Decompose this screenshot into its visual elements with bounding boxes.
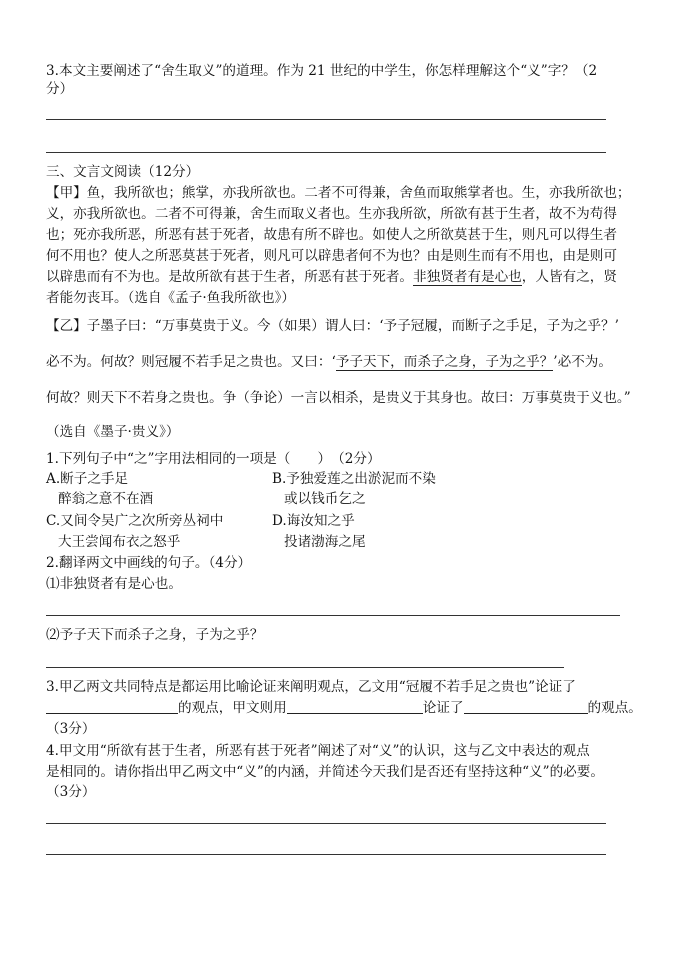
option-a-text: 醉翁之意不在酒 bbox=[58, 491, 154, 507]
passage-yi-line: 【乙】子墨子曰：“万事莫贵于义。今（如果）谓人曰：‘予子冠履，而断子之手足，子为之乎？’ bbox=[46, 318, 619, 334]
question-2-sub2: ⑵予子天下而杀子之身，子为之乎？ bbox=[46, 627, 264, 643]
passage-jia-line: 【甲】鱼，我所欲也；熊掌，亦我所欲也。二者不可得兼，舍鱼而取熊掌者也。生，亦我所欲也； bbox=[46, 185, 631, 201]
question-3-line1: 3.甲乙两文共同特点是都运用比喻论证来阐明观点，乙文用“冠履不若手足之贵也”论证了 bbox=[46, 679, 576, 695]
blank-field[interactable] bbox=[46, 699, 178, 714]
blank-field[interactable] bbox=[287, 699, 423, 714]
passage-yi-line: 何故？则天下不若身之贵也。争（争论）一言以相杀，是贵义于其身也。故曰：万事莫贵于义也。” bbox=[46, 390, 631, 406]
question-1-stem: 1.下列句子中“之”字用法相同的一项是（ ） （2分） bbox=[46, 451, 381, 467]
passage-jia-line: 义，亦我所欲也。二者不可得兼，舍生而取义者也。生亦我所欲，所欲有甚于生者，故不为苟得 bbox=[46, 206, 617, 222]
question-4-score: （3分） bbox=[46, 784, 96, 800]
answer-line[interactable] bbox=[46, 667, 564, 668]
section-heading: 三、文言文阅读（12分） bbox=[46, 164, 200, 180]
option-b-text: 或以钱币乞之 bbox=[284, 491, 366, 507]
answer-line[interactable] bbox=[46, 854, 606, 855]
question-3-line2: 的观点，甲文则用 论证了 的观点。 bbox=[46, 699, 642, 717]
answer-line[interactable] bbox=[46, 823, 606, 824]
passage-yi-source: （选自《墨子·贵义》） bbox=[46, 424, 180, 440]
question-4-line1: 4.甲文用“所欲有甚于生者，所恶有甚于死者”阐述了对“义”的认识，这与乙文中表达的观点 bbox=[46, 743, 590, 759]
passage-jia-line: 也；死亦我所恶，所恶有甚于死者，故患有所不辟也。如使人之所欲莫甚于生，则凡可以得生者 bbox=[46, 227, 617, 243]
answer-line[interactable] bbox=[46, 152, 606, 153]
underlined-sentence: 予子天下，而杀子之身，子为之乎？ bbox=[335, 354, 554, 370]
passage-jia-source: 者能勿丧耳。（选自《孟子·鱼我所欲也》） bbox=[46, 290, 296, 306]
question-2-sub1: ⑴非独贤者有是心也。 bbox=[46, 576, 182, 592]
passage-jia-line: 何不用也？使人之所恶莫甚于死者，则凡可以辟患者何不为也？由是则生而有不用也，由是则可 bbox=[46, 248, 617, 264]
option-d-text: 投诸渤海之尾 bbox=[284, 534, 366, 550]
underlined-sentence: 非独贤者有是心也 bbox=[413, 269, 522, 285]
question-4-line2: 是相同的。请你指出甲乙两文中“义”的内涵，并简述今天我们是否还有坚持这种“义”的必要。 bbox=[46, 764, 604, 780]
option-c-text: 大王尝闻布衣之怒乎 bbox=[58, 534, 181, 550]
question-2-stem: 2.翻译两文中画线的句子。（4分） bbox=[46, 555, 252, 571]
answer-line[interactable] bbox=[46, 119, 606, 120]
answer-line[interactable] bbox=[46, 615, 620, 616]
prev-question-3-line1: 3.本文主要阐述了“舍生取义”的道理。作为 21 世纪的中学生，你怎样理解这个“义”字？（2 bbox=[46, 63, 598, 79]
option-c[interactable]: C.又间令吴广之次所旁丛祠中 bbox=[46, 513, 224, 529]
passage-jia-line: 以辟患而有不为也。是故所欲有甚于生者，所恶有甚于死者。非独贤者有是心也，人皆有之，贤 bbox=[46, 269, 617, 285]
option-a[interactable]: A.断子之手足 bbox=[46, 471, 129, 487]
blank-field[interactable] bbox=[464, 699, 588, 714]
option-d[interactable]: D.诲汝知之乎 bbox=[272, 513, 355, 529]
question-3-score: （3分） bbox=[46, 721, 96, 737]
option-b[interactable]: B.予独爱莲之出淤泥而不染 bbox=[272, 471, 436, 487]
passage-yi-line: 必不为。何故？则冠履不若手足之贵也。又曰：‘予子天下，而杀子之身，子为之乎？’必不为。 bbox=[46, 354, 612, 370]
prev-question-3-line2: 分） bbox=[46, 81, 74, 97]
